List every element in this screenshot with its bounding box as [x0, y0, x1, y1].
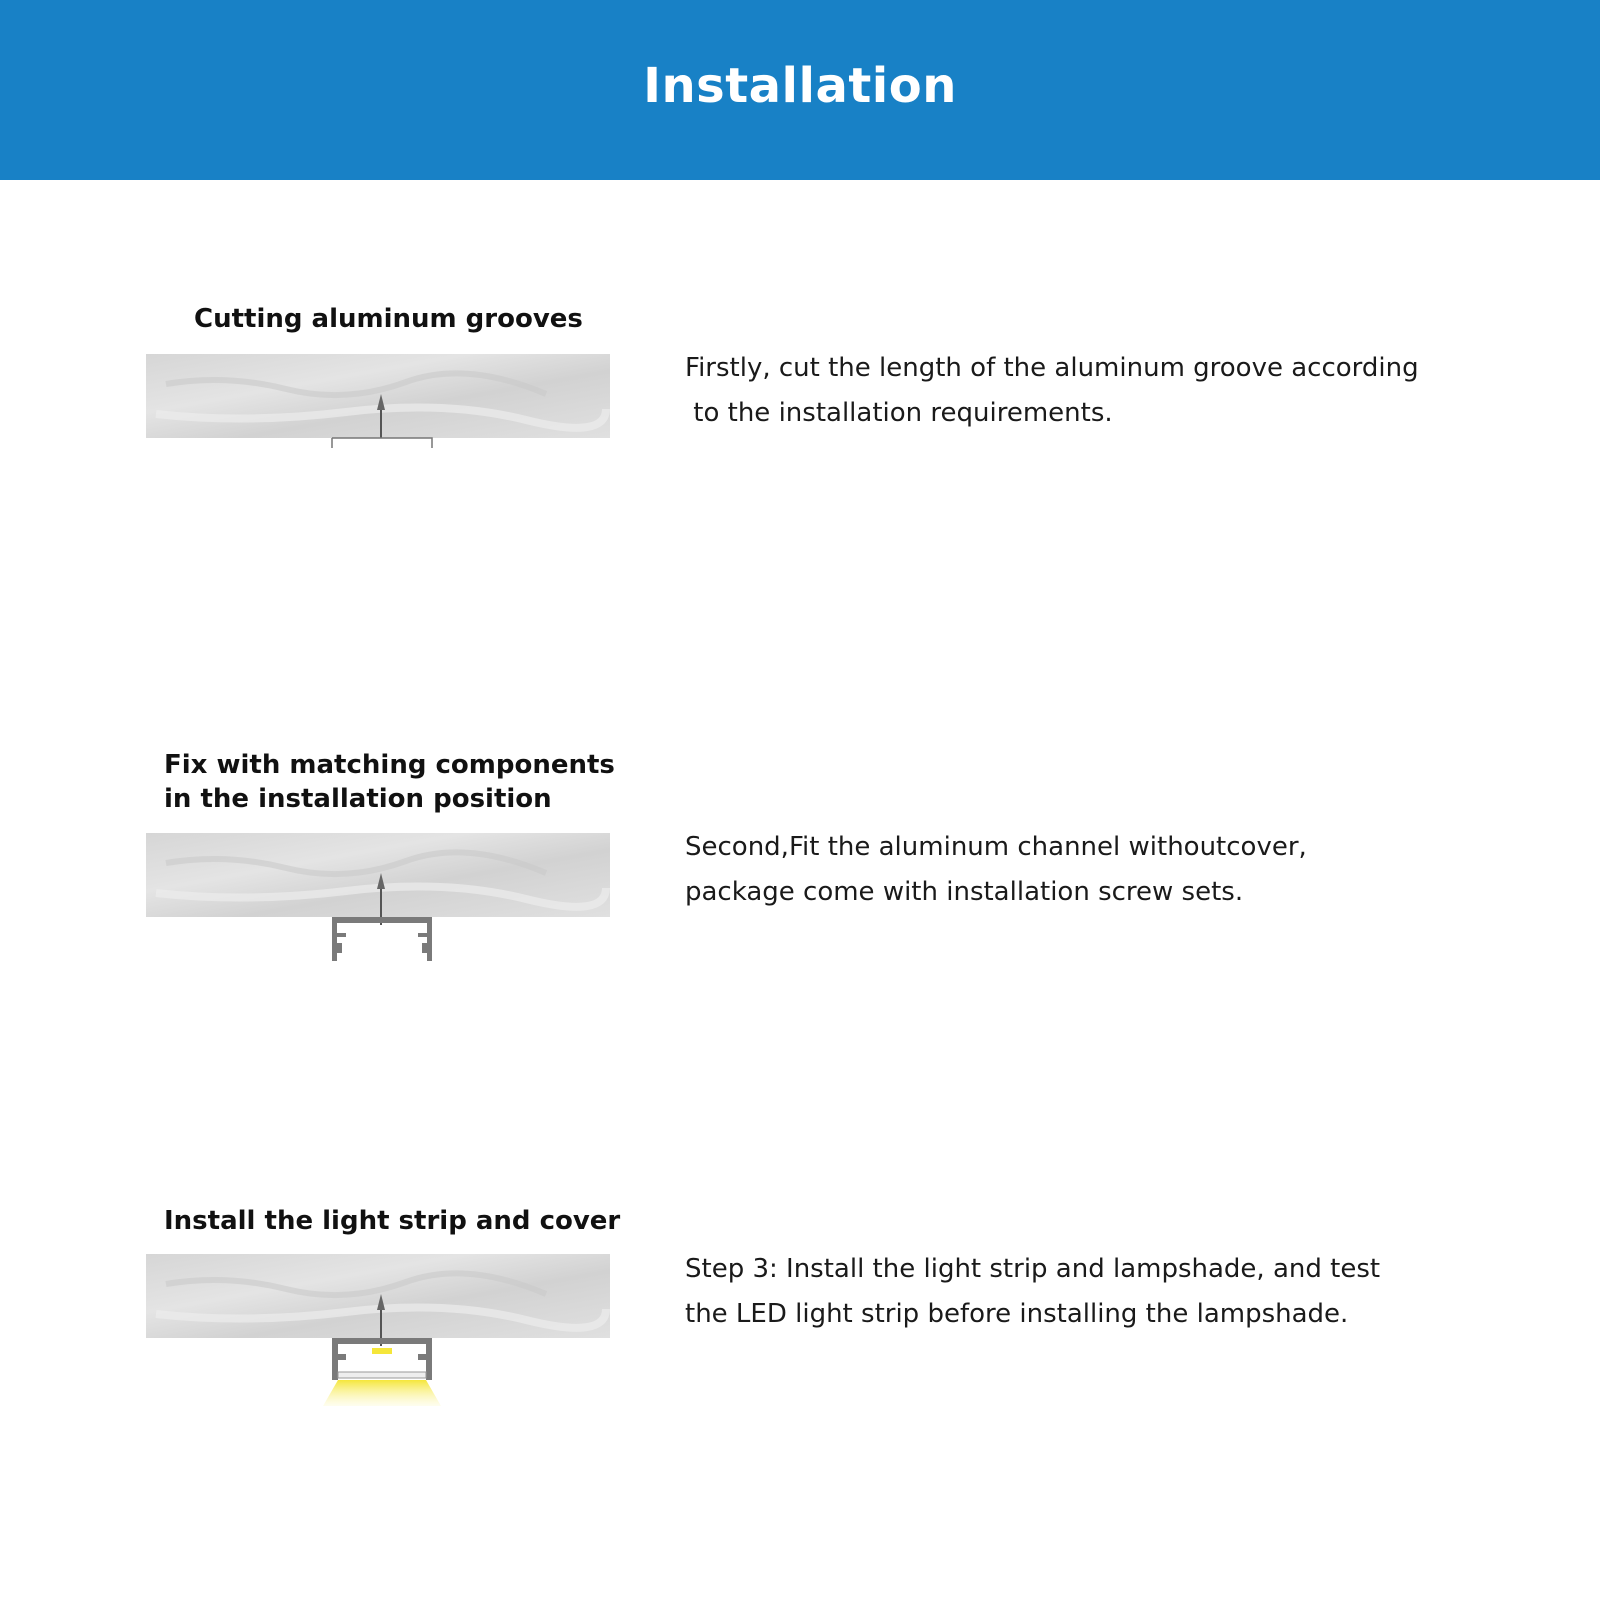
groove-outline — [332, 438, 432, 448]
step-1-description — [685, 346, 1419, 436]
step-3-description-line1: Step 3: Install the light strip and lampshade, and test — [685, 1254, 1381, 1284]
step-2-title-line1: Fix with matching components — [164, 750, 615, 780]
step-2-description — [685, 825, 1307, 915]
step-2-description-line2: package come with installation screw sets. — [685, 877, 1244, 907]
step-1-description-line1: Firstly, cut the length of the aluminum groove according — [685, 353, 1419, 383]
step-2-title — [164, 748, 615, 816]
step-1-title: Cutting aluminum grooves — [194, 304, 583, 334]
light-beam — [323, 1380, 441, 1406]
step-3-description-line2: the LED light strip before installing the lampshade. — [685, 1299, 1349, 1329]
step-3-description — [685, 1247, 1380, 1337]
step-3-title: Install the light strip and cover — [164, 1206, 621, 1236]
lampshade-cover — [338, 1372, 426, 1378]
led-strip — [372, 1348, 392, 1354]
step-2-description-line1: Second,Fit the aluminum channel withoutcover, — [685, 832, 1307, 862]
step-1-diagram — [146, 354, 610, 454]
page-title: Installation — [643, 58, 957, 114]
step-2-title-line2: in the installation position — [164, 784, 552, 814]
step-3-diagram — [146, 1254, 610, 1414]
step-2-diagram — [146, 833, 610, 963]
step-1-description-line2: to the installation requirements. — [685, 398, 1113, 428]
header-banner — [0, 0, 1600, 180]
